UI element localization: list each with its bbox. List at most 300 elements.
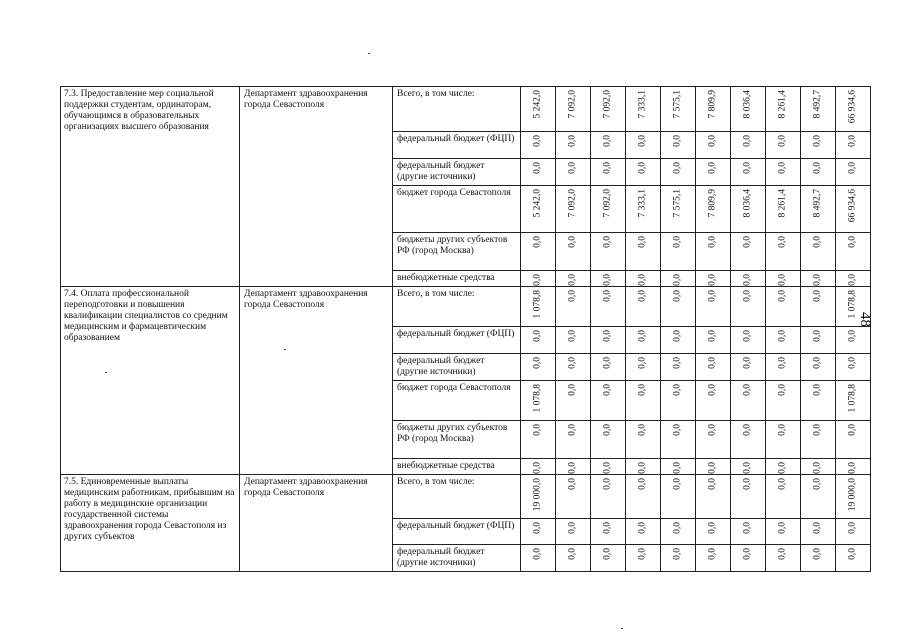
amount-value: 0,0: [742, 162, 753, 174]
amount-value: 0,0: [707, 384, 718, 396]
budget-table-container: [60, 86, 871, 572]
amount-value: 0,0: [707, 424, 718, 436]
amount-cell: [556, 132, 591, 159]
amount-cell: [591, 327, 626, 354]
amount-cell: [661, 159, 696, 186]
amount-cell: [591, 132, 626, 159]
amount-value: 0,0: [742, 274, 753, 286]
amount-cell: [661, 233, 696, 271]
amount-value: 0,0: [532, 274, 543, 286]
amount-value: 0,0: [812, 548, 823, 560]
amount-value: 7 809,9: [707, 90, 718, 119]
amount-value: 0,0: [777, 236, 788, 248]
amount-value: 0,0: [602, 522, 613, 534]
amount-value: 0,0: [777, 424, 788, 436]
amount-value: 0,0: [707, 478, 718, 490]
amount-cell: [696, 186, 731, 233]
amount-value: 0,0: [812, 424, 823, 436]
amount-value: 0,0: [847, 357, 858, 369]
amount-value: 7 092,0: [567, 189, 578, 218]
amount-value: 0,0: [567, 478, 578, 490]
amount-cell: [731, 381, 766, 421]
amount-cell: [661, 381, 696, 421]
amount-cell: [661, 354, 696, 381]
amount-cell: [556, 475, 591, 519]
amount-cell: [696, 271, 731, 287]
amount-cell: [521, 87, 556, 132]
amount-value: 0,0: [847, 462, 858, 474]
amount-cell: [731, 327, 766, 354]
amount-cell: [521, 159, 556, 186]
amount-cell: [766, 87, 801, 132]
amount-cell: [626, 381, 661, 421]
amount-cell: [696, 459, 731, 475]
amount-value: 0,0: [742, 135, 753, 147]
amount-value: 0,0: [707, 357, 718, 369]
amount-cell: [766, 354, 801, 381]
measure-title: 7.5. Единовременные выплаты медицинским работникам, прибывшим на работу в медицинские организации государственной системы здравоохранения города Севастополя из других субъектов: [61, 475, 240, 572]
amount-value: 0,0: [672, 236, 683, 248]
amount-cell: [696, 132, 731, 159]
amount-value: 0,0: [672, 330, 683, 342]
amount-value: 0,0: [742, 478, 753, 490]
amount-value: 0,0: [602, 478, 613, 490]
amount-cell: [661, 132, 696, 159]
responsible-department: Департамент здравоохранения города Севастополя: [240, 287, 393, 475]
amount-value: 0,0: [707, 135, 718, 147]
amount-value: 0,0: [777, 478, 788, 490]
amount-cell: [591, 354, 626, 381]
amount-cell: [766, 519, 801, 545]
funding-source: федеральный бюджет (ФЦП): [393, 519, 521, 545]
amount-value: 0,0: [637, 424, 648, 436]
budget-table: [60, 86, 871, 572]
amount-cell: [626, 87, 661, 132]
amount-value: 5 242,0: [532, 189, 543, 218]
amount-value: 0,0: [707, 236, 718, 248]
amount-value: 0,0: [637, 236, 648, 248]
amount-cell: [626, 519, 661, 545]
amount-cell: [801, 421, 836, 459]
amount-value: 0,0: [602, 162, 613, 174]
amount-cell: [556, 545, 591, 572]
amount-value: 0,0: [777, 357, 788, 369]
amount-value: 0,0: [847, 548, 858, 560]
funding-source: бюджет города Севастополя: [393, 381, 521, 421]
amount-value: 0,0: [812, 274, 823, 286]
funding-source: внебюджетные средства: [393, 271, 521, 287]
amount-cell: [626, 327, 661, 354]
amount-value: 0,0: [602, 462, 613, 474]
amount-value: 0,0: [637, 330, 648, 342]
amount-value: 0,0: [777, 548, 788, 560]
amount-value: 0,0: [567, 135, 578, 147]
amount-value: 19 000,0: [532, 478, 543, 512]
amount-value: 7 333,1: [637, 90, 648, 119]
amount-cell: [801, 186, 836, 233]
amount-value: 7 092,0: [567, 90, 578, 119]
amount-value: 0,0: [847, 330, 858, 342]
amount-cell: [801, 327, 836, 354]
amount-value: 0,0: [602, 236, 613, 248]
responsible-department: Департамент здравоохранения города Севастополя: [240, 475, 393, 572]
amount-cell: [591, 519, 626, 545]
amount-cell: [661, 519, 696, 545]
amount-value: 0,0: [812, 357, 823, 369]
amount-value: 66 934,6: [847, 189, 858, 223]
amount-cell: [696, 233, 731, 271]
amount-value: 0,0: [637, 162, 648, 174]
amount-cell: [766, 159, 801, 186]
amount-value: 0,0: [812, 236, 823, 248]
funding-source: Всего, в том числе:: [393, 87, 521, 132]
amount-cell: [591, 186, 626, 233]
amount-cell: [661, 545, 696, 572]
amount-value: 0,0: [847, 522, 858, 534]
amount-cell: [591, 287, 626, 327]
amount-cell: [836, 354, 871, 381]
amount-value: 0,0: [777, 162, 788, 174]
amount-value: 0,0: [777, 274, 788, 286]
amount-value: 0,0: [602, 384, 613, 396]
amount-cell: [731, 159, 766, 186]
amount-value: 1 078,8: [532, 290, 543, 319]
amount-value: 8 492,7: [812, 90, 823, 119]
amount-cell: [591, 271, 626, 287]
amount-value: 0,0: [567, 522, 578, 534]
amount-cell: [661, 475, 696, 519]
amount-value: 0,0: [707, 330, 718, 342]
page-number: 48: [857, 312, 873, 327]
amount-cell: [696, 421, 731, 459]
funding-source: бюджеты других субъектов РФ (город Москва): [393, 233, 521, 271]
amount-cell: [626, 132, 661, 159]
amount-value: 1 078,8: [532, 384, 543, 413]
amount-cell: [696, 381, 731, 421]
amount-cell: [696, 87, 731, 132]
amount-cell: [626, 159, 661, 186]
amount-value: 0,0: [672, 478, 683, 490]
amount-value: 0,0: [812, 462, 823, 474]
amount-value: 0,0: [637, 135, 648, 147]
amount-cell: [591, 381, 626, 421]
amount-value: 0,0: [742, 548, 753, 560]
amount-value: 0,0: [567, 274, 578, 286]
funding-source: федеральный бюджет (другие источники): [393, 159, 521, 186]
amount-cell: [556, 327, 591, 354]
amount-cell: [696, 475, 731, 519]
funding-source: федеральный бюджет (ФЦП): [393, 327, 521, 354]
amount-cell: [801, 233, 836, 271]
amount-cell: [521, 381, 556, 421]
amount-value: 0,0: [532, 522, 543, 534]
amount-value: 0,0: [567, 357, 578, 369]
amount-value: 0,0: [847, 162, 858, 174]
amount-cell: [521, 233, 556, 271]
amount-cell: [801, 475, 836, 519]
amount-cell: [836, 271, 871, 287]
amount-value: 0,0: [532, 330, 543, 342]
amount-cell: [836, 159, 871, 186]
amount-value: 0,0: [812, 290, 823, 302]
amount-cell: [661, 459, 696, 475]
amount-cell: [521, 186, 556, 233]
amount-cell: [766, 271, 801, 287]
amount-value: 0,0: [637, 462, 648, 474]
amount-cell: [591, 87, 626, 132]
amount-cell: [836, 475, 871, 519]
amount-cell: [696, 519, 731, 545]
amount-cell: [801, 381, 836, 421]
amount-cell: [836, 186, 871, 233]
amount-cell: [521, 132, 556, 159]
amount-value: 0,0: [637, 522, 648, 534]
amount-value: 0,0: [602, 357, 613, 369]
amount-cell: [766, 459, 801, 475]
funding-source: Всего, в том числе:: [393, 475, 521, 519]
amount-cell: [626, 459, 661, 475]
amount-value: 0,0: [567, 236, 578, 248]
amount-cell: [521, 287, 556, 327]
amount-value: 0,0: [637, 384, 648, 396]
amount-value: 5 242,0: [532, 90, 543, 119]
amount-cell: [696, 354, 731, 381]
amount-cell: [556, 287, 591, 327]
amount-cell: [626, 287, 661, 327]
amount-value: 0,0: [777, 135, 788, 147]
funding-source: федеральный бюджет (другие источники): [393, 545, 521, 572]
amount-value: 0,0: [742, 236, 753, 248]
table-row: [61, 475, 871, 519]
amount-value: 0,0: [637, 274, 648, 286]
amount-cell: [521, 421, 556, 459]
scan-mark: [284, 349, 286, 350]
amount-value: 0,0: [567, 462, 578, 474]
amount-cell: [731, 271, 766, 287]
amount-value: 7 575,1: [672, 90, 683, 119]
amount-cell: [836, 233, 871, 271]
amount-value: 0,0: [812, 135, 823, 147]
amount-cell: [836, 421, 871, 459]
amount-cell: [661, 87, 696, 132]
amount-cell: [731, 354, 766, 381]
amount-value: 0,0: [812, 522, 823, 534]
amount-value: 0,0: [777, 462, 788, 474]
amount-value: 7 809,9: [707, 189, 718, 218]
amount-value: 7 092,0: [602, 189, 613, 218]
amount-value: 0,0: [707, 548, 718, 560]
amount-cell: [591, 159, 626, 186]
amount-value: 0,0: [602, 274, 613, 286]
amount-value: 0,0: [742, 357, 753, 369]
amount-value: 0,0: [812, 162, 823, 174]
amount-cell: [766, 381, 801, 421]
amount-value: 0,0: [567, 162, 578, 174]
amount-cell: [556, 233, 591, 271]
amount-value: 0,0: [672, 357, 683, 369]
amount-cell: [626, 271, 661, 287]
amount-value: 0,0: [637, 357, 648, 369]
funding-source: федеральный бюджет (ФЦП): [393, 132, 521, 159]
amount-value: 8 261,4: [777, 189, 788, 218]
amount-cell: [556, 421, 591, 459]
amount-value: 0,0: [742, 424, 753, 436]
amount-cell: [556, 519, 591, 545]
amount-value: 0,0: [812, 478, 823, 490]
amount-value: 0,0: [777, 290, 788, 302]
amount-cell: [696, 287, 731, 327]
amount-cell: [521, 354, 556, 381]
amount-cell: [731, 287, 766, 327]
amount-value: 0,0: [532, 548, 543, 560]
amount-cell: [766, 287, 801, 327]
amount-value: 0,0: [812, 384, 823, 396]
amount-cell: [521, 519, 556, 545]
amount-cell: [626, 545, 661, 572]
funding-source: бюджеты других субъектов РФ (город Москва): [393, 421, 521, 459]
amount-cell: [591, 475, 626, 519]
amount-value: 0,0: [847, 236, 858, 248]
amount-value: 0,0: [532, 236, 543, 248]
amount-value: 0,0: [742, 522, 753, 534]
amount-value: 0,0: [532, 424, 543, 436]
amount-value: 8 261,4: [777, 90, 788, 119]
amount-cell: [661, 421, 696, 459]
amount-value: 7 092,0: [602, 90, 613, 119]
amount-cell: [696, 545, 731, 572]
amount-value: 0,0: [532, 162, 543, 174]
amount-value: 0,0: [777, 522, 788, 534]
amount-value: 0,0: [672, 274, 683, 286]
amount-cell: [661, 327, 696, 354]
table-row: [61, 287, 871, 327]
amount-cell: [801, 545, 836, 572]
amount-value: 8 036,4: [742, 90, 753, 119]
amount-value: 0,0: [567, 290, 578, 302]
amount-value: 0,0: [672, 424, 683, 436]
amount-cell: [766, 186, 801, 233]
amount-cell: [836, 287, 871, 327]
amount-value: 0,0: [532, 357, 543, 369]
amount-cell: [556, 271, 591, 287]
amount-value: 0,0: [532, 462, 543, 474]
amount-cell: [801, 287, 836, 327]
amount-value: 0,0: [707, 290, 718, 302]
amount-value: 66 934,6: [847, 90, 858, 124]
amount-cell: [766, 132, 801, 159]
amount-cell: [731, 87, 766, 132]
amount-value: 0,0: [567, 548, 578, 560]
amount-value: 0,0: [637, 548, 648, 560]
amount-value: 0,0: [637, 290, 648, 302]
amount-value: 0,0: [672, 384, 683, 396]
amount-value: 8 036,4: [742, 189, 753, 218]
amount-cell: [591, 421, 626, 459]
amount-cell: [556, 459, 591, 475]
amount-cell: [521, 327, 556, 354]
table-row: [61, 87, 871, 132]
amount-cell: [696, 159, 731, 186]
scan-mark: [621, 628, 623, 629]
amount-cell: [591, 233, 626, 271]
amount-cell: [556, 354, 591, 381]
amount-cell: [521, 459, 556, 475]
amount-cell: [731, 186, 766, 233]
amount-value: 0,0: [812, 330, 823, 342]
amount-value: 8 492,7: [812, 189, 823, 218]
measure-title: 7.3. Предоставление мер социальной поддержки студентам, ординаторам, обучающимся в образовательных организациях высшего образования: [61, 87, 240, 287]
amount-cell: [801, 271, 836, 287]
amount-value: 1 078,8: [847, 290, 858, 319]
amount-value: 0,0: [777, 384, 788, 396]
amount-cell: [836, 132, 871, 159]
amount-cell: [801, 459, 836, 475]
amount-value: 0,0: [742, 462, 753, 474]
amount-cell: [801, 519, 836, 545]
amount-cell: [836, 381, 871, 421]
amount-cell: [556, 381, 591, 421]
amount-value: 0,0: [742, 290, 753, 302]
amount-cell: [836, 459, 871, 475]
amount-cell: [836, 519, 871, 545]
amount-value: 0,0: [602, 290, 613, 302]
amount-cell: [626, 233, 661, 271]
amount-value: 0,0: [602, 424, 613, 436]
funding-source: бюджет города Севастополя: [393, 186, 521, 233]
amount-cell: [801, 132, 836, 159]
amount-cell: [731, 132, 766, 159]
amount-value: 0,0: [707, 162, 718, 174]
amount-value: 0,0: [707, 522, 718, 534]
amount-cell: [731, 459, 766, 475]
amount-cell: [836, 327, 871, 354]
amount-cell: [626, 354, 661, 381]
amount-value: 0,0: [567, 384, 578, 396]
amount-cell: [766, 421, 801, 459]
amount-cell: [521, 271, 556, 287]
amount-value: 0,0: [637, 478, 648, 490]
amount-value: 0,0: [672, 135, 683, 147]
amount-cell: [731, 475, 766, 519]
amount-value: 0,0: [707, 462, 718, 474]
amount-cell: [661, 271, 696, 287]
amount-value: 0,0: [672, 462, 683, 474]
amount-value: 0,0: [602, 548, 613, 560]
amount-cell: [836, 87, 871, 132]
amount-value: 0,0: [672, 162, 683, 174]
amount-cell: [626, 475, 661, 519]
amount-value: 0,0: [777, 330, 788, 342]
amount-cell: [661, 287, 696, 327]
amount-value: 7 333,1: [637, 189, 648, 218]
amount-value: 0,0: [602, 135, 613, 147]
amount-value: 0,0: [672, 290, 683, 302]
amount-cell: [766, 327, 801, 354]
amount-cell: [521, 545, 556, 572]
amount-value: 19 000,0: [847, 478, 858, 512]
amount-value: 0,0: [742, 330, 753, 342]
amount-value: 0,0: [847, 135, 858, 147]
amount-cell: [661, 186, 696, 233]
amount-cell: [626, 421, 661, 459]
amount-cell: [626, 186, 661, 233]
amount-cell: [731, 233, 766, 271]
amount-value: 0,0: [567, 424, 578, 436]
amount-cell: [766, 475, 801, 519]
amount-value: 0,0: [707, 274, 718, 286]
amount-cell: [731, 545, 766, 572]
measure-title: 7.4. Оплата профессиональной переподготовки и повышения квалификации специалистов со средним медицинским и фармацевтическим образованием: [61, 287, 240, 475]
